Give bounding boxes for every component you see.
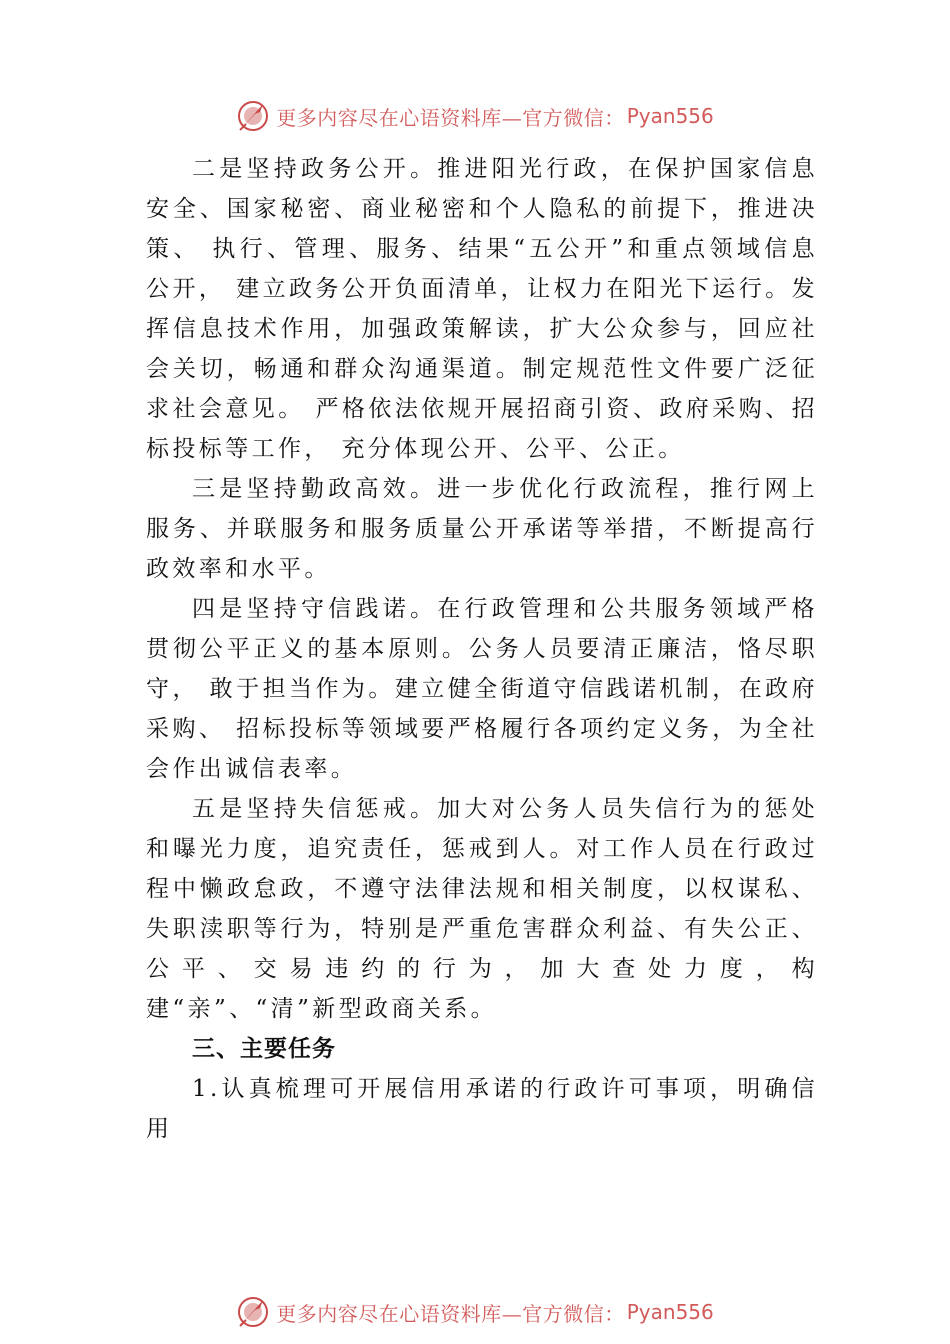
watermark-contact: Pyan556 <box>626 104 714 128</box>
document-body <box>146 149 818 1149</box>
quill-seal-icon <box>236 1295 270 1329</box>
header-watermark <box>0 96 950 136</box>
watermark-contact: Pyan556 <box>626 1300 714 1324</box>
footer-watermark <box>0 1292 950 1332</box>
watermark-text: 更多内容尽在心语资料库—官方微信： <box>276 105 625 130</box>
section-heading: 三、主要任务 <box>192 1036 336 1062</box>
paragraph-keep-promises: 四是坚持守信践诺。在行政管理和公共服务领域严格贯彻公平正义的基本原则。公务人员要清正廉洁，恪尽职守， 敢于担当作为。建立健全街道守信践诺机制，在政府采购、 招标投标等领域要严格履行各项约定义务，为全社会作出诚信表率。 <box>146 596 818 782</box>
paragraph-diligent-efficient: 三是坚持勤政高效。进一步优化行政流程，推行网上服务、并联服务和服务质量公开承诺等举措，不断提高行政效率和水平。 <box>146 476 818 582</box>
paragraph-dishonesty-punishment: 五是坚持失信惩戒。加大对公务人员失信行为的惩处和曝光力度，追究责任，惩戒到人。对工作人员在行政过程中懒政怠政，不遵守法律法规和相关制度，以权谋私、失职渎职等行为，特别是严重危害群众利益、有失公正、公平、交易违约的行为，加大查处力度，构建“亲”、“清”新型政商关系。 <box>146 796 818 1022</box>
paragraph-task-1: 1.认真梳理可开展信用承诺的行政许可事项，明确信用 <box>146 1076 818 1142</box>
quill-seal-icon <box>236 99 270 133</box>
watermark-text: 更多内容尽在心语资料库—官方微信： <box>276 1301 625 1326</box>
paragraph-open-government: 二是坚持政务公开。推进阳光行政，在保护国家信息安全、国家秘密、商业秘密和个人隐私的前提下，推进决策、 执行、管理、服务、结果“五公开”和重点领域信息公开， 建立政务公开负面清单，让权力在阳光下运行。发挥信息技术作用，加强政策解读，扩大公众参与，回应社会关切，畅通和群众沟通渠道。制定规范性文件要广泛征求社会意见。 严格依法依规开展招商引资、政府采购、招标投标等工作， 充分体现公开、公平、公正。 <box>146 156 818 462</box>
